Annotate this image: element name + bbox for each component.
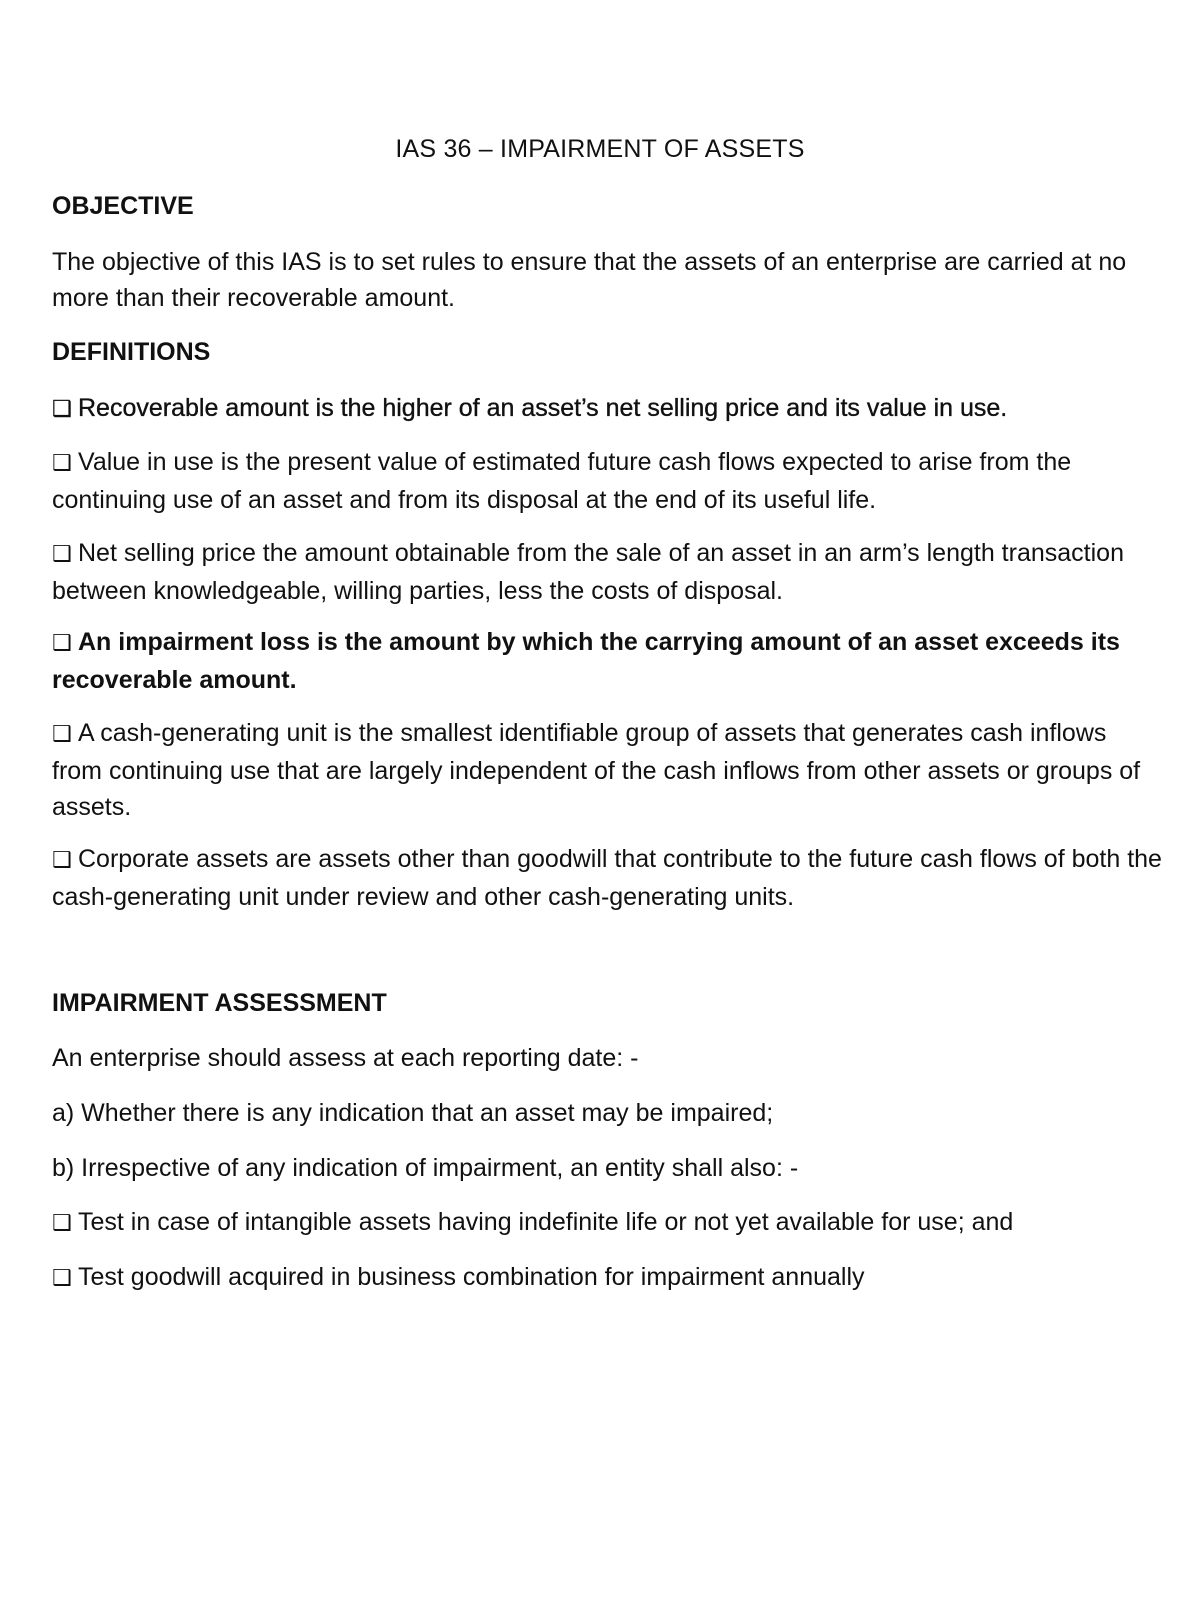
assessment-intro: An enterprise should assess at each reporting date: - — [52, 1044, 639, 1072]
definition-text: Recoverable amount is the higher of an asset’s net selling price and its value in use. — [78, 394, 1008, 422]
definition-item — [52, 444, 1162, 518]
objective-heading: OBJECTIVE — [52, 192, 194, 220]
definition-item — [52, 390, 1162, 428]
objective-text: The objective of this IAS is to set rules to ensure that the assets of an enterprise are carried at no more than their recoverable amount. — [52, 248, 1127, 312]
assessment-sub-item-text: Test in case of intangible assets having indefinite life or not yet available for use; and — [78, 1208, 1014, 1236]
checkbox-bullet-icon: ❑ — [52, 451, 72, 476]
assessment-sub-item-text: Test goodwill acquired in business combination for impairment annually — [78, 1263, 865, 1291]
assessment-point-b: b) Irrespective of any indication of impairment, an entity shall also: - — [52, 1154, 799, 1182]
definition-text: Corporate assets are assets other than goodwill that contribute to the future cash flows of both the cash-generating unit under review and other cash-generating units. — [52, 845, 1162, 911]
checkbox-bullet-icon: ❑ — [52, 1211, 72, 1236]
document-title: IAS 36 – IMPAIRMENT OF ASSETS — [395, 135, 805, 163]
definition-item — [52, 535, 1162, 609]
definition-text: Value in use is the present value of estimated future cash flows expected to arise from the continuing use of an asset and from its disposal at the end of its useful life. — [52, 448, 1072, 514]
definition-item — [52, 715, 1162, 825]
definition-text: An impairment loss is the amount by which the carrying amount of an asset exceeds its recoverable amount. — [52, 628, 1120, 694]
definition-item — [52, 841, 1162, 915]
checkbox-bullet-icon: ❑ — [52, 722, 72, 747]
checkbox-bullet-icon: ❑ — [52, 631, 72, 656]
checkbox-bullet-icon: ❑ — [52, 542, 72, 567]
definition-item — [52, 624, 1162, 698]
checkbox-bullet-icon: ❑ — [52, 397, 72, 422]
assessment-sub-item — [52, 1204, 1162, 1242]
definitions-heading: DEFINITIONS — [52, 338, 211, 366]
assessment-point-a: a) Whether there is any indication that an asset may be impaired; — [52, 1099, 774, 1127]
assessment-sub-item — [52, 1259, 1162, 1297]
definition-text: Net selling price the amount obtainable from the sale of an asset in an arm’s length transaction between knowledgeable, willing parties, less the costs of disposal. — [52, 539, 1124, 605]
checkbox-bullet-icon: ❑ — [52, 1266, 72, 1291]
definition-text: A cash-generating unit is the smallest identifiable group of assets that generates cash inflows from continuing use that are largely independent of the cash inflows from other assets or groups of assets. — [52, 719, 1141, 821]
impairment-assessment-heading: IMPAIRMENT ASSESSMENT — [52, 989, 387, 1017]
checkbox-bullet-icon: ❑ — [52, 848, 72, 873]
